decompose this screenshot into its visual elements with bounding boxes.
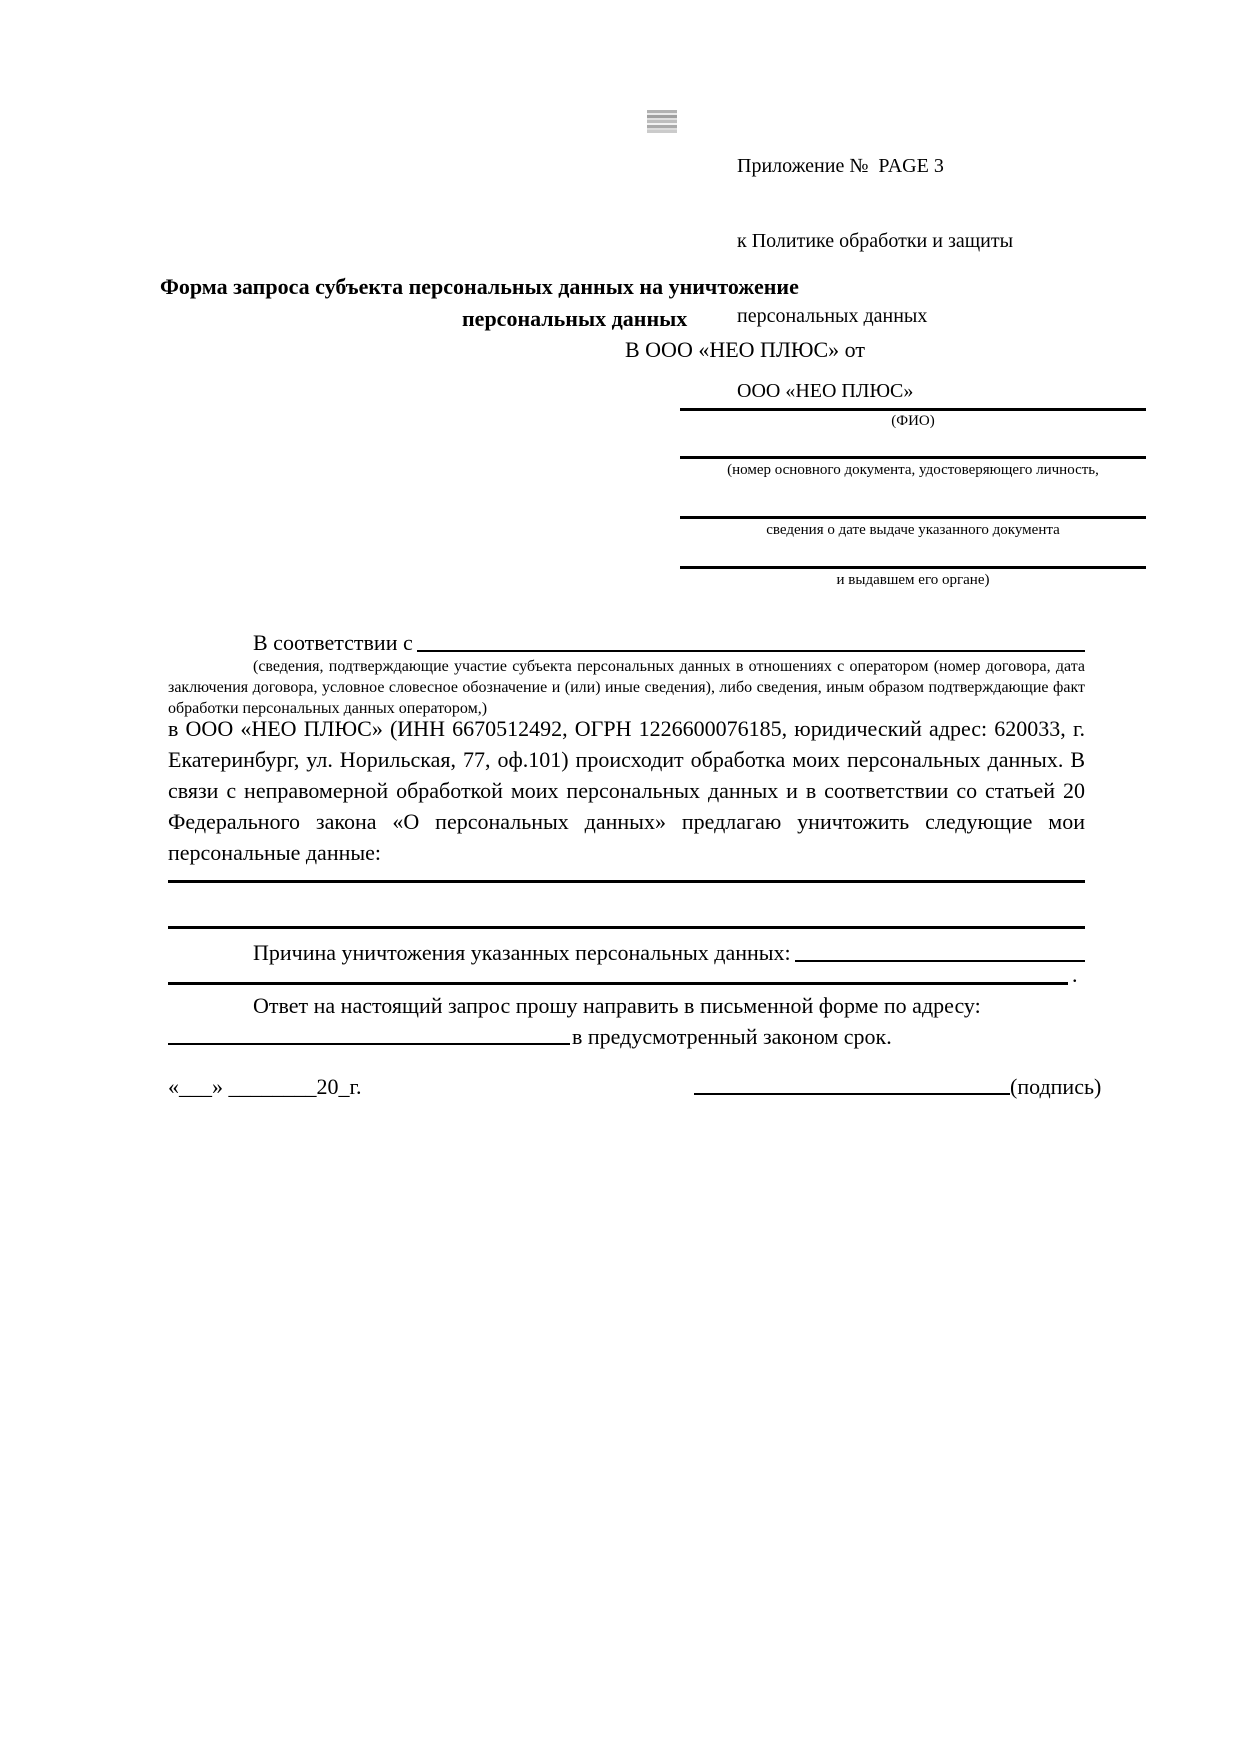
addressee-line: В ООО «НЕО ПЛЮС» от (625, 337, 865, 362)
personal-data-blank-line-2 (168, 926, 1085, 929)
date-blank: «___» ________20_г. (168, 1074, 362, 1099)
header-note-line-1: Приложение № PAGE 3 (737, 155, 944, 177)
reason-continuation-blank-line (168, 982, 1068, 985)
fio-caption: (ФИО) (891, 413, 935, 429)
header-note-line-4: ООО «НЕО ПЛЮС» (737, 380, 914, 402)
answer-tail: в предусмотренный законом срок. (572, 1024, 892, 1049)
embedded-object-icon (647, 110, 677, 133)
issuing-authority-blank-line (680, 566, 1146, 569)
reason-period: . (1072, 962, 1078, 987)
header-note-line-2: к Политике обработки и защиты (737, 230, 1014, 252)
signature-blank-line (694, 1093, 1010, 1095)
document-number-blank-line (680, 456, 1146, 459)
signature-caption: (подпись) (1010, 1074, 1102, 1099)
explanatory-note: (сведения, подтверждающие участие субъекта персональных данных в отношениях с оператором (номер договора, дата заключения договора, условное словесное обозначение и (или) иные сведения), либо сведения, иным образом подтверждающие факт обработки персональных данных оператором,) (168, 658, 1085, 717)
issue-date-caption: сведения о дате выдаче указанного документа (766, 522, 1060, 538)
according-label: В соответствии с (253, 630, 413, 655)
address-blank-line (168, 1043, 570, 1045)
reason-blank-line (795, 940, 1085, 962)
according-blank-line (417, 630, 1085, 652)
reason-row (168, 940, 1085, 966)
issue-date-blank-line (680, 516, 1146, 519)
fio-blank-line (680, 408, 1146, 411)
header-note-line-3: персональных данных (737, 305, 928, 327)
personal-data-blank-line-1 (168, 880, 1085, 883)
document-number-caption: (номер основного документа, удостоверяющего личность, (727, 462, 1099, 478)
issuing-authority-caption: и выдавшем его органе) (836, 572, 990, 588)
answer-sentence: Ответ на настоящий запрос прошу направить в письменной форме по адресу: (253, 993, 981, 1018)
main-paragraph: в ООО «НЕО ПЛЮС» (ИНН 6670512492, ОГРН 1226600076185, юридический адрес: 620033, г. Екатеринбург, ул. Норильская, 77, оф.101) происходит обработка моих персональных данных. В связи с неправомерной обработкой моих персональных данных и в соответствии со статьей 20 Федерального закона «О персональных данных» предлагаю уничтожить следующие мои персональные данные: (168, 716, 1085, 865)
according-row (168, 630, 1085, 656)
document-title-line-1: Форма запроса субъекта персональных данных на уничтожение (160, 274, 799, 299)
document-title-line-2: персональных данных (462, 306, 688, 331)
reason-label: Причина уничтожения указанных персональных данных: (253, 940, 791, 965)
